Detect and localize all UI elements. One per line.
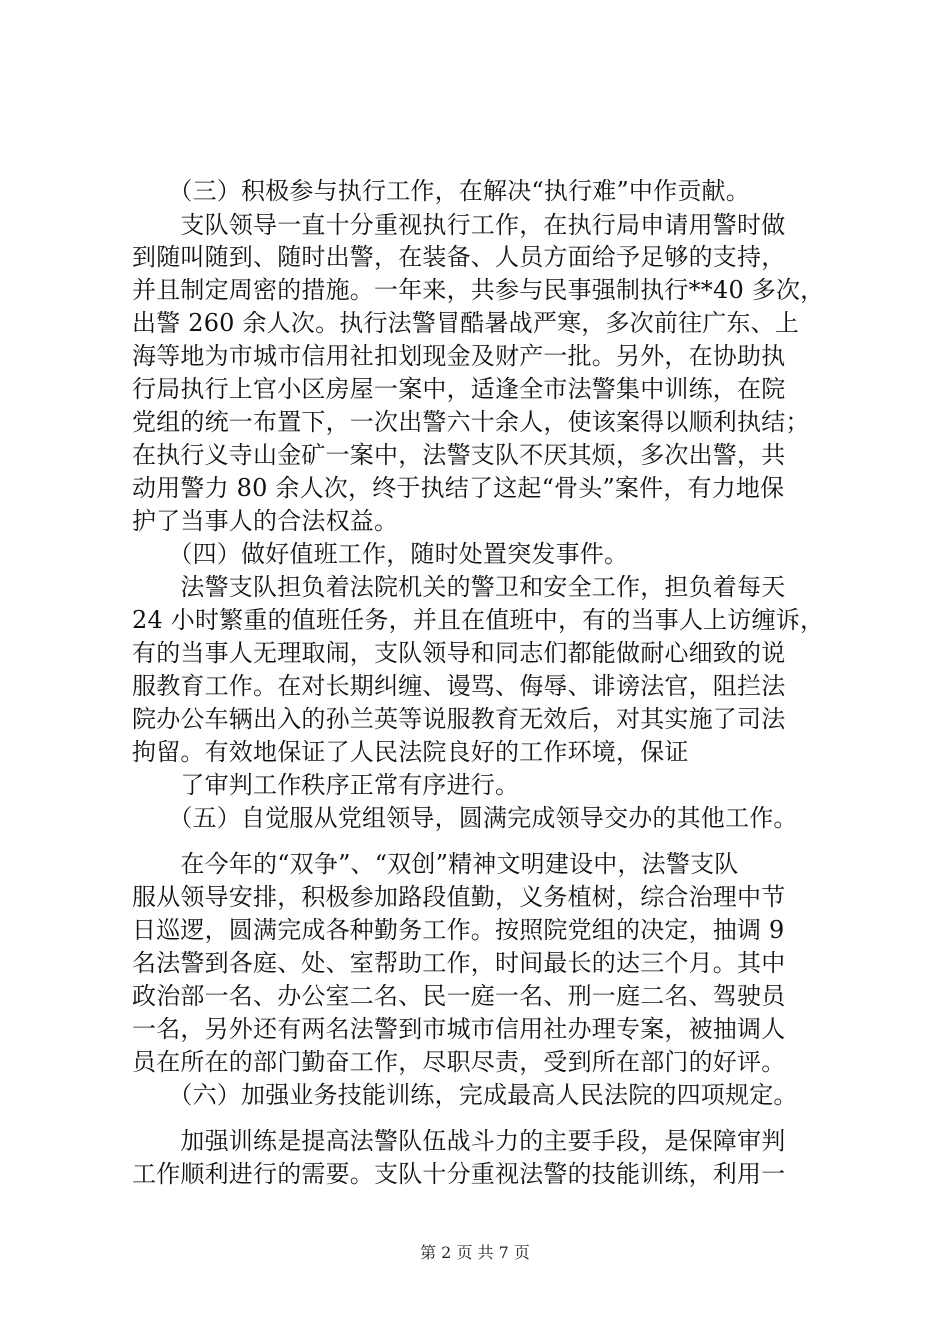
page-footer: 第 2 页 共 7 页 xyxy=(420,1243,530,1262)
text-line: 有的当事人无理取闹，支队领导和同志们都能做耐心细致的说 xyxy=(132,639,786,667)
text-line: 名法警到各庭、处、室帮助工作，时间最长的达三个月。其中 xyxy=(132,949,786,977)
text-line: 在执行义寺山金矿一案中，法警支队不厌其烦，多次出警，共 xyxy=(132,441,786,469)
text-line: 员在所在的部门勤奋工作，尽职尽责，受到所在部门的好评。 xyxy=(132,1048,786,1076)
text-line: 24 小时繁重的值班任务，并且在值班中，有的当事人上访缠诉， xyxy=(132,606,825,634)
section-heading: （五）自觉服从党组领导，圆满完成领导交办的其他工作。 xyxy=(132,804,798,832)
section-heading: （四）做好值班工作，随时处置突发事件。 xyxy=(132,540,629,568)
text-line: 并且制定周密的措施。一年来，共参与民事强制执行**40 多次， xyxy=(132,276,825,304)
text-line: 服教育工作。在对长期纠缠、谩骂、侮辱、诽谤法官，阻拦法 xyxy=(132,672,786,700)
text-line: （三）积极参与执行工作，在解决“执行难”中作贡献。 xyxy=(132,177,750,205)
text-line: 日巡逻，圆满完成各种勤务工作。按照院党组的决定，抽调 9 xyxy=(132,916,785,944)
text-line: 行局执行上官小区房屋一案中，适逢全市法警集中训练，在院 xyxy=(132,375,786,403)
text-line: 政治部一名、办公室二名、民一庭一名、刑一庭二名、驾驶员 xyxy=(132,982,786,1010)
text-line: 了审判工作秩序正常有序进行。 xyxy=(132,771,520,799)
text-line: 护了当事人的合法权益。 xyxy=(132,507,399,535)
text-line: 一名，另外还有两名法警到市城市信用社办理专案，被抽调人 xyxy=(132,1015,786,1043)
text-line: 工作顺利进行的需要。支队十分重视法警的技能训练，利用一 xyxy=(132,1160,786,1188)
text-line: 拘留。有效地保证了人民法院良好的工作环境，保证 xyxy=(132,738,689,766)
text-line: 服从领导安排，积极参加路段值勤，义务植树，综合治理中节 xyxy=(132,883,786,911)
text-line: 动用警力 80 余人次，终于执结了这起“骨头”案件，有力地保 xyxy=(132,474,785,502)
text-line: 党组的统一布置下，一次出警六十余人，使该案得以顺利执结； xyxy=(132,408,810,436)
text-line: 海等地为市城市信用社扣划现金及财产一批。另外，在协助执 xyxy=(132,342,786,370)
section-heading: （六）加强业务技能训练，完成最高人民法院的四项规定。 xyxy=(132,1081,798,1109)
text-line: 法警支队担负着法院机关的警卫和安全工作，担负着每天 xyxy=(132,573,786,601)
text-line: 支队领导一直十分重视执行工作，在执行局申请用警时做 xyxy=(132,211,786,239)
text-line: 院办公车辆出入的孙兰英等说服教育无效后，对其实施了司法 xyxy=(132,705,786,733)
text-line: 在今年的“双争”、“双创”精神文明建设中，法警支队 xyxy=(132,850,739,878)
text-line: 出警 260 余人次。执行法警冒酷暑战严寒，多次前往广东、上 xyxy=(132,309,800,337)
text-line: 到随叫随到、随时出警，在装备、人员方面给予足够的支持， xyxy=(132,243,786,271)
text-line: 加强训练是提高法警队伍战斗力的主要手段，是保障审判 xyxy=(132,1127,786,1155)
